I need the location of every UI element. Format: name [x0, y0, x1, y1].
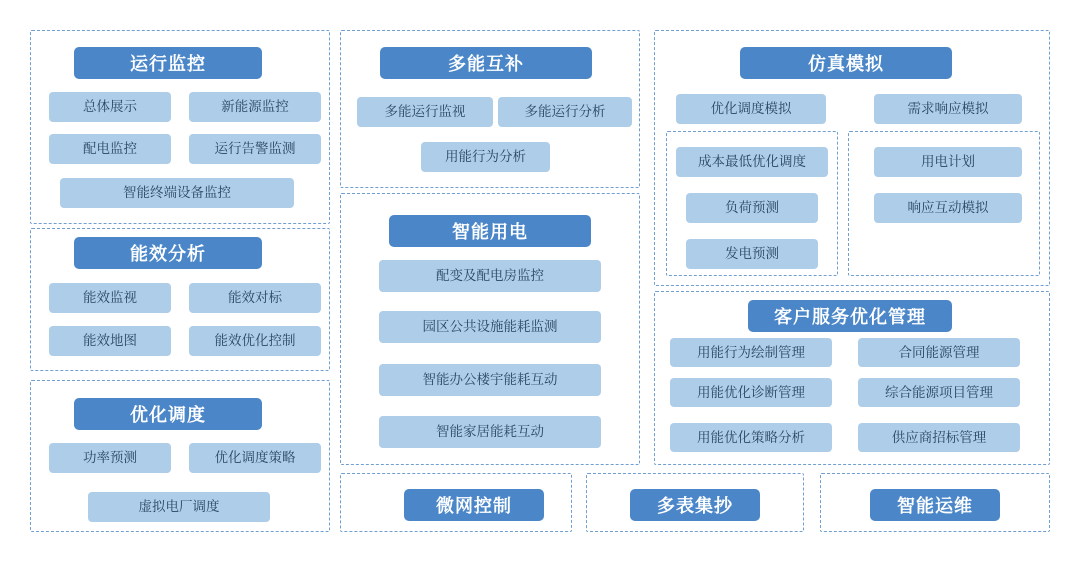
item-new-energy-monitor[interactable]: 新能源监控: [189, 92, 321, 122]
item-energy-behavior-profile-management[interactable]: 用能行为绘制管理: [670, 338, 832, 367]
item-virtual-power-plant-dispatch[interactable]: 虚拟电厂调度: [88, 492, 270, 522]
item-energy-behavior-analysis[interactable]: 用能行为分析: [421, 142, 550, 172]
group-header-operation-monitoring: 运行监控: [74, 47, 262, 79]
item-smart-home-energy-interaction[interactable]: 智能家居能耗互动: [379, 416, 601, 448]
group-header-energy-efficiency-analysis: 能效分析: [74, 237, 262, 269]
group-header-optimal-dispatch: 优化调度: [74, 398, 262, 430]
item-efficiency-optimization-control[interactable]: 能效优化控制: [189, 326, 321, 356]
item-energy-optimization-strategy-analysis[interactable]: 用能优化策略分析: [670, 423, 832, 452]
item-supplier-bidding-management[interactable]: 供应商招标管理: [858, 423, 1020, 452]
group-header-simulation: 仿真模拟: [740, 47, 952, 79]
item-smart-office-building-energy-interaction[interactable]: 智能办公楼宇能耗互动: [379, 364, 601, 396]
group-header-smart-operation-maintenance: 智能运维: [870, 489, 1000, 521]
item-operation-alarm-monitor[interactable]: 运行告警监测: [189, 134, 321, 164]
item-lowest-cost-optimal-dispatch[interactable]: 成本最低优化调度: [676, 147, 828, 177]
group-header-multi-meter-reading: 多表集抄: [630, 489, 760, 521]
item-energy-optimization-diagnosis-management[interactable]: 用能优化诊断管理: [670, 378, 832, 407]
item-total-display[interactable]: 总体展示: [49, 92, 171, 122]
group-header-smart-electricity: 智能用电: [389, 215, 591, 247]
group-header-microgrid-control: 微网控制: [404, 489, 544, 521]
item-power-distribution-monitor[interactable]: 配电监控: [49, 134, 171, 164]
item-generation-forecast[interactable]: 发电预测: [686, 239, 818, 269]
item-efficiency-map[interactable]: 能效地图: [49, 326, 171, 356]
item-smart-terminal-device-monitor[interactable]: 智能终端设备监控: [60, 178, 294, 208]
item-optimal-dispatch-strategy[interactable]: 优化调度策略: [189, 443, 321, 473]
item-park-public-facility-energy-monitor[interactable]: 园区公共设施能耗监测: [379, 311, 601, 343]
item-response-interaction-simulation[interactable]: 响应互动模拟: [874, 193, 1022, 223]
item-load-forecast[interactable]: 负荷预测: [686, 193, 818, 223]
item-efficiency-benchmark[interactable]: 能效对标: [189, 283, 321, 313]
item-electricity-plan[interactable]: 用电计划: [874, 147, 1022, 177]
item-optimal-dispatch-simulation[interactable]: 优化调度模拟: [676, 94, 826, 124]
group-header-customer-service-optimization: 客户服务优化管理: [748, 300, 952, 332]
item-multi-energy-operation-analysis[interactable]: 多能运行分析: [498, 97, 632, 127]
item-multi-energy-operation-monitor[interactable]: 多能运行监视: [357, 97, 493, 127]
item-power-forecast[interactable]: 功率预测: [49, 443, 171, 473]
group-header-multi-energy-complementary: 多能互补: [380, 47, 592, 79]
item-efficiency-monitor[interactable]: 能效监视: [49, 283, 171, 313]
item-contract-energy-management[interactable]: 合同能源管理: [858, 338, 1020, 367]
item-demand-response-simulation[interactable]: 需求响应模拟: [874, 94, 1022, 124]
item-transformer-distribution-room-monitor[interactable]: 配变及配电房监控: [379, 260, 601, 292]
item-integrated-energy-project-management[interactable]: 综合能源项目管理: [858, 378, 1020, 407]
